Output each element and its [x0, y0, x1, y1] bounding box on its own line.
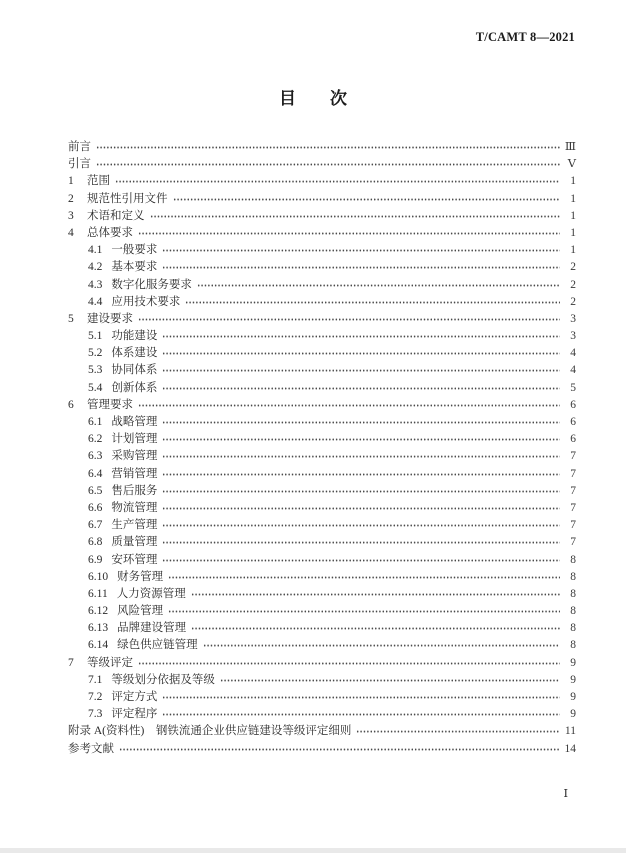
toc-leader-dots — [185, 294, 560, 311]
toc-entry-number: 1 — [68, 175, 74, 188]
toc-entry-page: 3 — [570, 312, 576, 325]
toc-entry-title: 附录 A(资料性) 钢铁流通企业供应链建设等级评定细则 — [68, 725, 352, 738]
toc-entry-page: 9 — [570, 708, 576, 721]
toc-entry-page: 8 — [570, 605, 576, 618]
toc-entry-title: 总体要求 — [87, 226, 133, 239]
toc-entry — [68, 655, 576, 672]
page-title: 目 次 — [279, 89, 347, 108]
toc-entry-title: 评定程序 — [111, 708, 158, 721]
toc-entry-page: 8 — [570, 570, 576, 583]
toc-entry-page: 4 — [570, 347, 576, 360]
toc-entry-page: Ⅴ — [567, 158, 576, 171]
toc-entry-number: 6.12 — [88, 605, 109, 618]
toc-leader-dots — [138, 225, 560, 242]
toc-entry-number: 6.2 — [88, 433, 103, 446]
toc-entry-title: 范围 — [87, 175, 110, 188]
toc-entry-title: 售后服务 — [111, 484, 158, 497]
toc-leader-dots — [168, 603, 560, 620]
toc-entry-number: 6.3 — [88, 450, 103, 463]
toc-entry-number: 5.4 — [88, 381, 103, 394]
toc-leader-dots — [191, 620, 560, 637]
toc-entry — [68, 500, 576, 517]
toc-entry — [68, 672, 576, 689]
toc-entry-page: 7 — [570, 467, 576, 480]
toc-entry-page: 2 — [570, 295, 576, 308]
toc-entry-page: 2 — [570, 261, 576, 274]
toc-entry — [68, 139, 576, 156]
toc-entry — [68, 483, 576, 500]
toc-entry-number: 6.7 — [88, 519, 103, 532]
toc-entry-page: 7 — [570, 536, 576, 549]
toc-entry-title: 数字化服务要求 — [111, 278, 192, 291]
toc-entry-title: 一般要求 — [111, 244, 158, 257]
toc-leader-dots — [162, 706, 560, 723]
toc-entry-title: 质量管理 — [111, 536, 158, 549]
toc-leader-dots — [162, 466, 560, 483]
toc-entry-title: 应用技术要求 — [111, 295, 181, 308]
toc-leader-dots — [150, 208, 561, 225]
toc-entry-page: 3 — [570, 330, 576, 343]
toc-entry-number: 3 — [68, 209, 74, 222]
standard-number: T/CAMT 8—2021 — [475, 30, 575, 44]
toc-entry-page: 1 — [570, 244, 576, 257]
toc-entry — [68, 191, 576, 208]
toc-entry-page: 8 — [570, 587, 576, 600]
toc-leader-dots — [203, 637, 560, 654]
toc-leader-dots — [162, 552, 560, 569]
toc-entry-page: 9 — [570, 691, 576, 703]
toc-entry-page: 6 — [570, 416, 576, 428]
toc-entry-page: 2 — [570, 278, 576, 291]
toc-entry — [68, 277, 576, 294]
toc-leader-dots — [191, 586, 560, 603]
toc-entry-number: 4.4 — [88, 295, 103, 308]
toc-entry-page: 4 — [570, 364, 576, 377]
toc-entry-page: 7 — [570, 501, 576, 514]
toc-entry — [68, 173, 576, 190]
toc-leader-dots — [162, 517, 560, 534]
toc-entry-title: 前言 — [68, 141, 91, 153]
toc-entry-number: 7 — [68, 656, 74, 669]
toc-entry — [68, 328, 576, 345]
toc-entry-page: 7 — [570, 484, 576, 497]
toc-entry-number: 2 — [68, 192, 74, 205]
toc-leader-dots — [162, 328, 560, 345]
toc-leader-dots — [220, 672, 560, 689]
toc-entry — [68, 741, 576, 758]
toc-entry-title: 财务管理 — [117, 570, 164, 583]
toc-entry-title: 营销管理 — [111, 467, 158, 480]
toc-entry-title: 计划管理 — [111, 433, 158, 446]
toc-entry-title: 物流管理 — [111, 501, 158, 514]
toc-leader-dots — [162, 345, 560, 362]
toc-entry — [68, 723, 576, 740]
toc-entry — [68, 397, 576, 414]
toc-entry-page: 8 — [570, 639, 576, 652]
toc-entry-title: 规范性引用文件 — [87, 192, 168, 205]
toc-leader-dots — [162, 689, 560, 706]
toc-entry-title: 等级划分依据及等级 — [111, 673, 215, 686]
toc-entry-title: 生产管理 — [111, 519, 158, 532]
toc-entry-number: 6.8 — [88, 536, 103, 549]
toc-entry — [68, 156, 576, 173]
toc-entry-title: 风险管理 — [117, 605, 164, 618]
toc-entry-title: 采购管理 — [111, 450, 158, 463]
toc-entry — [68, 242, 576, 259]
toc-entry — [68, 569, 576, 586]
toc-entry — [68, 294, 576, 311]
toc-leader-dots — [138, 397, 560, 414]
toc-entry-page: 6 — [570, 433, 576, 446]
toc-entry-page: Ⅲ — [564, 141, 576, 153]
toc-leader-dots — [168, 569, 560, 586]
toc-leader-dots — [173, 191, 561, 208]
toc-list — [68, 139, 576, 758]
toc-leader-dots — [138, 655, 560, 672]
toc-entry — [68, 259, 576, 276]
toc-entry — [68, 311, 576, 328]
toc-entry-page: 9 — [570, 673, 576, 686]
toc-entry-page: 1 — [570, 209, 576, 222]
toc-entry — [68, 208, 576, 225]
toc-entry-title: 参考文献 — [68, 742, 114, 755]
toc-entry-number: 5.3 — [88, 364, 103, 377]
toc-entry-number: 7.1 — [88, 673, 103, 686]
toc-entry-number: 6.10 — [88, 570, 109, 583]
toc-entry-number: 6.14 — [88, 639, 109, 652]
toc-entry-number: 6.9 — [88, 553, 103, 566]
toc-leader-dots — [96, 156, 560, 173]
toc-entry — [68, 225, 576, 242]
toc-entry-title: 品牌建设管理 — [117, 622, 187, 635]
toc-entry — [68, 689, 576, 706]
toc-entry-title: 创新体系 — [111, 381, 158, 394]
toc-leader-dots — [162, 242, 560, 259]
toc-entry-title: 基本要求 — [111, 261, 158, 274]
toc-leader-dots — [119, 741, 560, 758]
toc-entry-number: 7.2 — [88, 691, 103, 703]
footer-page-number: Ⅰ — [563, 788, 568, 800]
toc-entry-number: 5.1 — [88, 330, 103, 343]
toc-entry-page: 11 — [564, 725, 576, 738]
toc-entry-number: 6.1 — [88, 416, 103, 428]
toc-leader-dots — [162, 483, 560, 500]
toc-leader-dots — [138, 311, 560, 328]
toc-entry-title: 体系建设 — [111, 347, 158, 360]
toc-entry — [68, 380, 576, 397]
toc-entry-page: 1 — [570, 226, 576, 239]
toc-leader-dots — [115, 173, 560, 190]
toc-entry-number: 4.3 — [88, 278, 103, 291]
toc-entry — [68, 466, 576, 483]
toc-entry-number: 4.1 — [88, 244, 103, 257]
toc-entry — [68, 517, 576, 534]
toc-entry — [68, 345, 576, 362]
toc-entry-number: 7.3 — [88, 708, 103, 721]
toc-entry-number: 5 — [68, 312, 74, 325]
toc-entry — [68, 637, 576, 654]
toc-entry-title: 绿色供应链管理 — [117, 639, 198, 652]
toc-entry-title: 协同体系 — [111, 364, 158, 377]
toc-entry-number: 4.2 — [88, 261, 103, 274]
toc-entry-title: 评定方式 — [111, 691, 158, 703]
toc-entry-title: 管理要求 — [87, 398, 133, 411]
toc-entry — [68, 706, 576, 723]
toc-entry-title: 术语和定义 — [87, 209, 145, 222]
toc-entry-title: 安环管理 — [111, 553, 158, 566]
toc-leader-dots — [197, 277, 560, 294]
toc-entry — [68, 603, 576, 620]
toc-entry-title: 功能建设 — [111, 330, 158, 343]
toc-entry-title: 战略管理 — [111, 416, 158, 428]
toc-entry — [68, 552, 576, 569]
toc-leader-dots — [96, 139, 560, 156]
toc-entry-page: 1 — [570, 192, 576, 205]
toc-leader-dots — [162, 431, 560, 448]
toc-entry-number: 6.5 — [88, 484, 103, 497]
toc-entry — [68, 620, 576, 637]
toc-entry-page: 9 — [570, 656, 576, 669]
toc-entry-page: 1 — [570, 175, 576, 188]
toc-entry-title: 人力资源管理 — [116, 587, 186, 600]
toc-entry — [68, 431, 576, 448]
toc-entry-number: 6.11 — [88, 587, 108, 600]
toc-entry-number: 5.2 — [88, 347, 103, 360]
page-bottom-edge — [0, 848, 626, 853]
toc-entry-page: 5 — [570, 381, 576, 394]
toc-entry-title: 引言 — [68, 158, 91, 171]
toc-entry-number: 6.13 — [88, 622, 109, 635]
toc-entry-page: 8 — [570, 553, 576, 566]
toc-entry-title: 建设要求 — [87, 312, 133, 325]
toc-entry — [68, 362, 576, 379]
toc-entry — [68, 414, 576, 431]
toc-leader-dots — [162, 448, 560, 465]
toc-leader-dots — [162, 362, 560, 379]
toc-entry-number: 6.6 — [88, 501, 103, 514]
toc-entry-title: 等级评定 — [87, 656, 133, 669]
toc-entry-number: 4 — [68, 226, 74, 239]
toc-entry-page: 8 — [570, 622, 576, 635]
toc-entry — [68, 586, 576, 603]
toc-entry-number: 6 — [68, 398, 74, 411]
toc-entry — [68, 534, 576, 551]
toc-leader-dots — [162, 414, 560, 431]
toc-leader-dots — [162, 380, 560, 397]
toc-leader-dots — [162, 259, 560, 276]
toc-entry-page: 7 — [570, 450, 576, 463]
toc-entry — [68, 448, 576, 465]
toc-leader-dots — [356, 723, 560, 740]
toc-entry-page: 6 — [570, 398, 576, 411]
toc-entry-page: 14 — [564, 742, 576, 755]
toc-entry-page: 7 — [570, 519, 576, 532]
toc-leader-dots — [162, 534, 560, 551]
toc-leader-dots — [162, 500, 560, 517]
toc-entry-number: 6.4 — [88, 467, 103, 480]
